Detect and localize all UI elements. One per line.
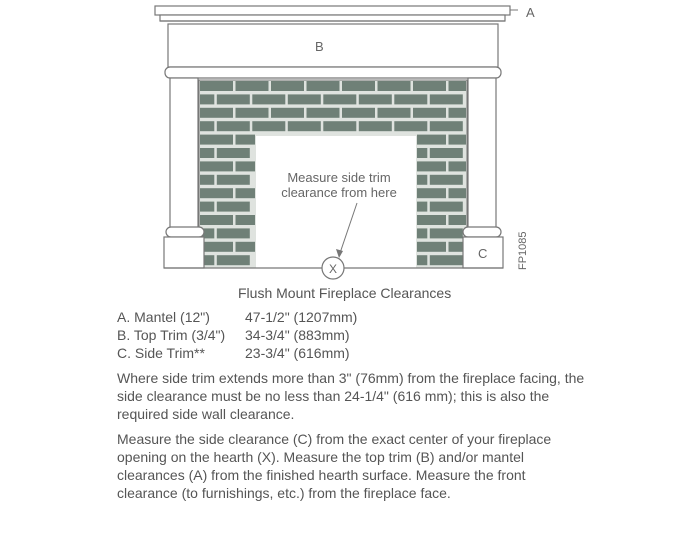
brick bbox=[200, 175, 214, 185]
brick bbox=[200, 242, 233, 252]
brick bbox=[430, 255, 463, 265]
brick bbox=[378, 108, 411, 118]
spec-row-mantel bbox=[117, 308, 357, 326]
brick bbox=[417, 202, 427, 212]
brick bbox=[288, 121, 321, 131]
brick bbox=[430, 148, 463, 158]
mantel-shelf bbox=[155, 6, 510, 21]
brick bbox=[394, 121, 427, 131]
brick bbox=[417, 242, 446, 252]
brick bbox=[217, 94, 250, 104]
spec-label: C. Side Trim** bbox=[117, 345, 205, 361]
brick bbox=[236, 242, 256, 252]
brick bbox=[200, 81, 233, 91]
brick bbox=[430, 94, 463, 104]
brick bbox=[200, 94, 214, 104]
brick bbox=[288, 94, 321, 104]
brick bbox=[417, 175, 427, 185]
brick bbox=[200, 161, 233, 171]
brick bbox=[417, 255, 427, 265]
callout-text-line2: clearance from here bbox=[281, 185, 397, 200]
brick bbox=[236, 81, 269, 91]
right-side-trim bbox=[463, 78, 503, 268]
brick bbox=[449, 135, 467, 145]
brick bbox=[217, 121, 250, 131]
figure-id: FP1085 bbox=[517, 231, 529, 270]
brick bbox=[413, 81, 446, 91]
brick bbox=[200, 121, 214, 131]
brick bbox=[200, 188, 233, 198]
brick bbox=[236, 215, 256, 225]
brick bbox=[417, 148, 427, 158]
brick bbox=[200, 148, 214, 158]
brick bbox=[252, 94, 285, 104]
brick bbox=[430, 202, 463, 212]
brick bbox=[271, 81, 304, 91]
label-a: A bbox=[526, 5, 535, 20]
brick bbox=[449, 215, 467, 225]
spec-value: 23-3/4" (616mm) bbox=[245, 345, 350, 361]
spec-label: B. Top Trim (3/4") bbox=[117, 327, 226, 343]
brick bbox=[342, 108, 375, 118]
brick bbox=[378, 81, 411, 91]
brick bbox=[417, 215, 446, 225]
brick bbox=[323, 121, 356, 131]
brick bbox=[430, 175, 463, 185]
brick bbox=[430, 121, 463, 131]
brick bbox=[307, 81, 340, 91]
top-trim-panel bbox=[168, 24, 498, 67]
brick bbox=[449, 108, 467, 118]
brick bbox=[342, 81, 375, 91]
center-marker-label: X bbox=[328, 262, 338, 276]
brick bbox=[217, 228, 250, 238]
label-b: B bbox=[315, 39, 324, 54]
top-trim-molding bbox=[165, 67, 501, 78]
brick bbox=[417, 228, 427, 238]
brick bbox=[200, 215, 233, 225]
brick bbox=[359, 121, 392, 131]
brick bbox=[236, 135, 256, 145]
label-c: C bbox=[478, 246, 488, 261]
diagram-caption: Flush Mount Fireplace Clearances bbox=[238, 285, 452, 301]
callout-text-line1: Measure side trim bbox=[287, 170, 391, 185]
brick bbox=[323, 94, 356, 104]
brick bbox=[200, 202, 214, 212]
spec-label: A. Mantel (12") bbox=[117, 309, 210, 325]
clearance-specs bbox=[117, 308, 357, 362]
brick bbox=[394, 94, 427, 104]
measurement-instructions: Measure the side clearance (C) from the exact center of your fireplace opening on the hearth (X). Measure the top trim (B) and/or mantel clearances (A) from the finished hearth surface. Measure the front clearance (to furnishings, etc.) from the fireplace face. bbox=[117, 431, 552, 501]
brick bbox=[236, 188, 256, 198]
brick bbox=[413, 108, 446, 118]
brick bbox=[217, 175, 250, 185]
brick bbox=[417, 188, 446, 198]
brick bbox=[236, 161, 256, 171]
brick bbox=[236, 108, 269, 118]
spec-row-side-trim bbox=[117, 344, 357, 362]
spec-value: 47-1/2" (1207mm) bbox=[245, 309, 358, 325]
brick bbox=[430, 228, 463, 238]
brick bbox=[271, 108, 304, 118]
brick bbox=[217, 255, 250, 265]
spec-value: 34-3/4" (883mm) bbox=[245, 327, 350, 343]
side-trim-note: Where side trim extends more than 3" (76mm) from the fireplace facing, the side clearance must be no less than 24-1/4" (616 mm); this is also the required side wall clearance. bbox=[117, 370, 585, 422]
left-side-trim bbox=[164, 78, 204, 268]
brick bbox=[449, 188, 467, 198]
brick bbox=[200, 135, 233, 145]
brick bbox=[217, 148, 250, 158]
brick bbox=[417, 161, 446, 171]
brick bbox=[359, 94, 392, 104]
spec-row-top-trim bbox=[117, 326, 357, 344]
firebox-opening bbox=[256, 136, 416, 268]
brick bbox=[417, 135, 446, 145]
brick bbox=[449, 81, 467, 91]
brick bbox=[200, 108, 233, 118]
brick bbox=[252, 121, 285, 131]
brick bbox=[307, 108, 340, 118]
brick bbox=[217, 202, 250, 212]
brick bbox=[449, 161, 467, 171]
